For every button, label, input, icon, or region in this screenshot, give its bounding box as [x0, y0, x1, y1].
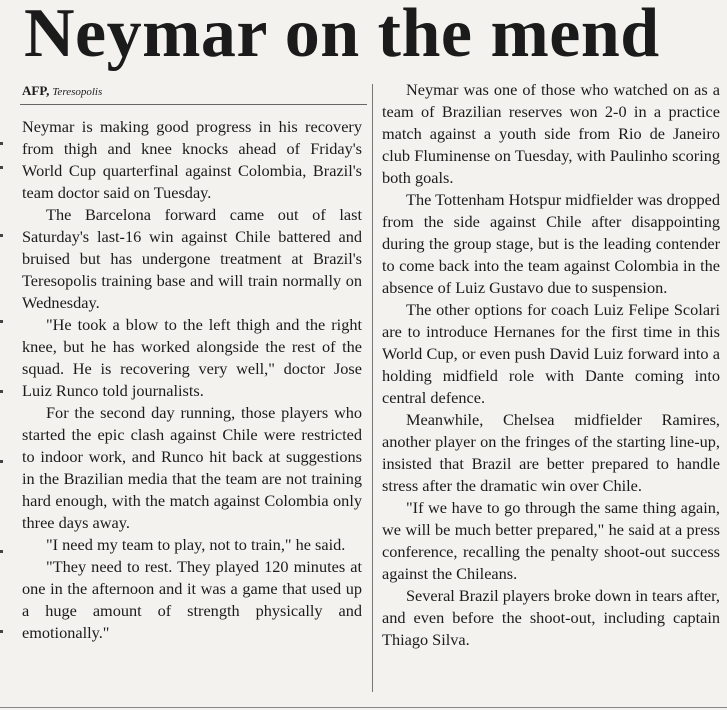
paragraph: "They need to rest. They played 120 minutes at one in the afternoon and it was a game that used up a huge amount of strength physically and emotionally." [22, 557, 362, 642]
paragraph: "I need my team to play, not to train," he said. [46, 535, 346, 554]
paragraph: The other options for coach Luiz Felipe Scolari are to introduce Hernanes for the first time in this World Cup, or even push David Luiz forward into a holding midfield role with Dante coming into central defence. [382, 300, 720, 407]
column-divider [372, 84, 373, 692]
article-column-right [382, 79, 720, 651]
bottom-rule [0, 707, 727, 708]
article-column-left [22, 116, 362, 644]
paragraph: Several Brazil players broke down in tears after, and even before the shoot-out, including captain Thiago Silva. [382, 586, 720, 649]
byline [22, 83, 102, 100]
paragraph: The Tottenham Hotspur midfielder was dropped from the side against Chile after disappointing during the group stage, but is the leading contender to come back into the team against Colombia in the absence of Luiz Gustavo due to suspension. [382, 190, 720, 297]
paragraph: For the second day running, those players who started the epic clash against Chile were restricted to indoor work, and Runco hit back at suggestions in the Brazilian media that the team are not training hard enough, with the match against Colombia only three days away. [22, 403, 362, 532]
paragraph: Neymar was one of those who watched on as a team of Brazilian reserves won 2-0 in a practice match against a youth side from Rio de Janeiro club Fluminense on Tuesday, with Paulinho scoring both goals. [382, 80, 720, 187]
page-edge-marks [0, 130, 4, 670]
headline: Neymar on the mend [24, 0, 660, 72]
paragraph: "If we have to go through the same thing again, we will be much better prepared," he said at a press conference, recalling the penalty shoot-out success against the Chileans. [382, 498, 720, 583]
byline-rule [20, 104, 367, 105]
byline-place: Teresopolis [52, 86, 103, 98]
paragraph: The Barcelona forward came out of last Saturday's last-16 win against Chile battered and bruised but has undergone treatment at Brazil's Teresopolis training base and will train normally on Wednesday. [22, 205, 362, 312]
paragraph: Neymar is making good progress in his recovery from thigh and knee knocks ahead of Friday's World Cup quarterfinal against Colombia, Brazil's team doctor said on Tuesday. [22, 117, 362, 202]
byline-agency: AFP, [22, 83, 50, 98]
paragraph: Meanwhile, Chelsea midfielder Ramires, another player on the fringes of the starting line-up, insisted that Brazil are better prepared to handle stress after the dramatic win over Chile. [382, 410, 720, 495]
paragraph: "He took a blow to the left thigh and the right knee, but he has worked alongside the rest of the squad. He is recovering very well," doctor Jose Luiz Runco told journalists. [22, 315, 362, 400]
